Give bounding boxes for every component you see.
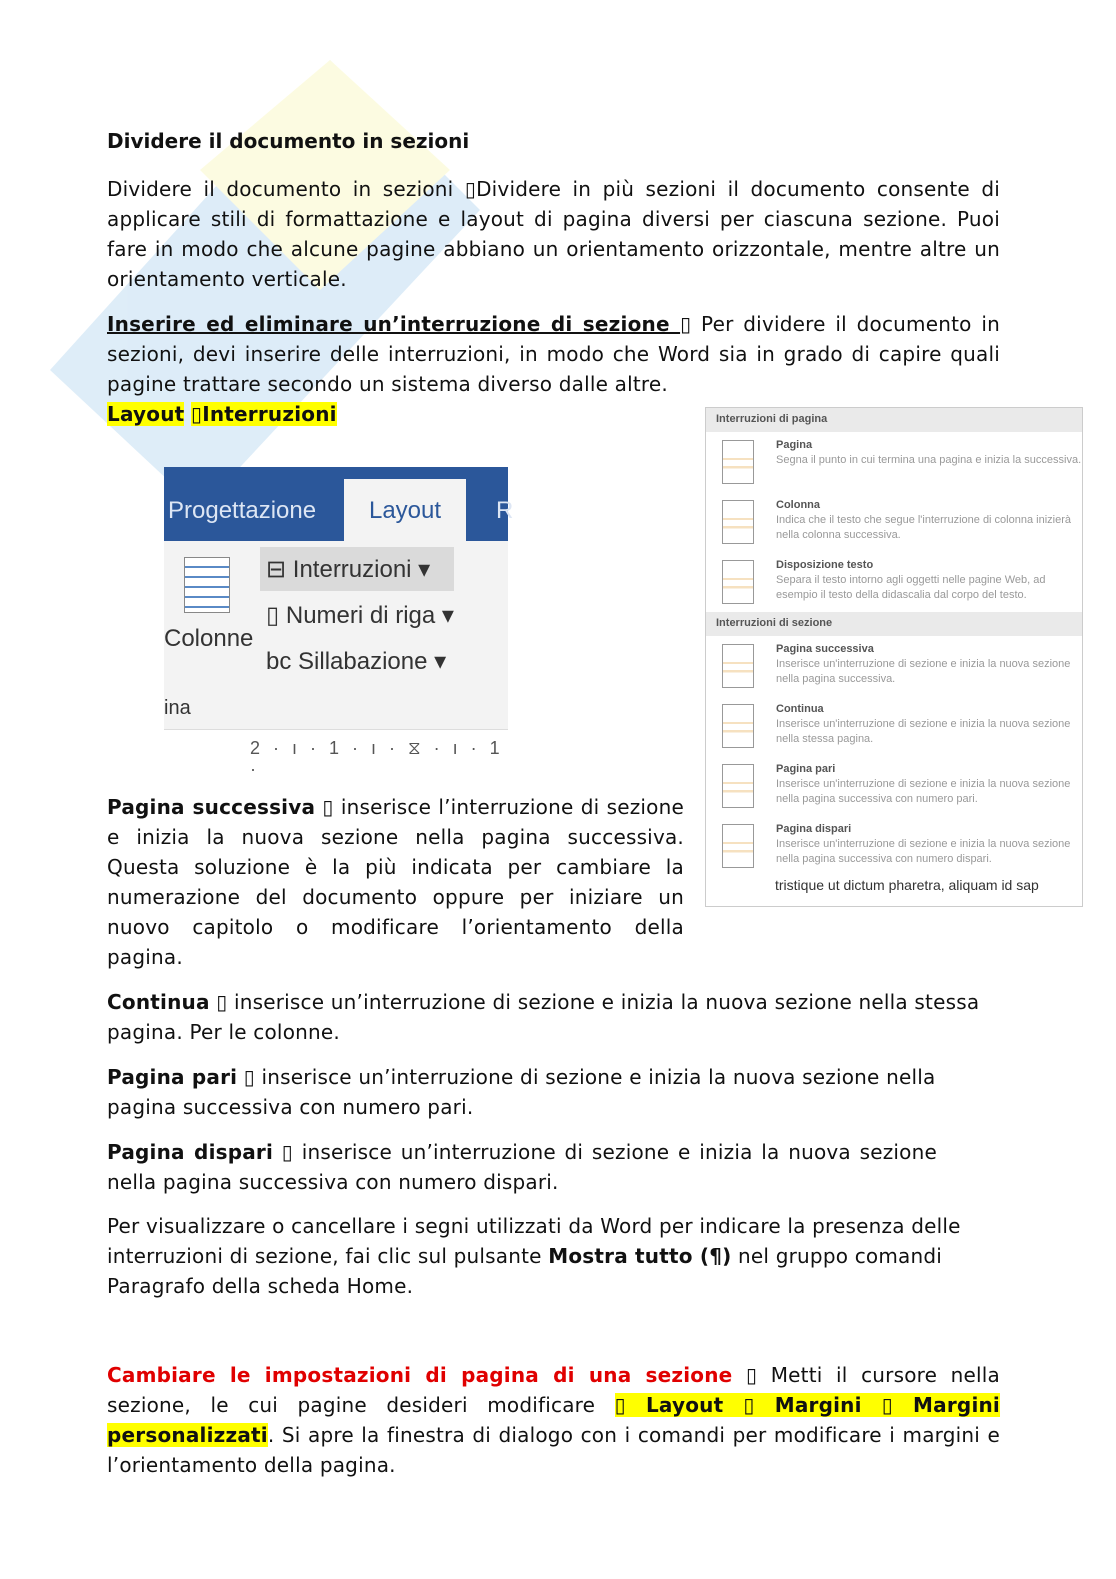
menu-section-section-breaks: Interruzioni di sezione	[706, 612, 1082, 636]
term: Pagina successiva	[107, 795, 316, 819]
menu-item	[706, 552, 1082, 612]
tab-r: R	[496, 497, 514, 524]
term: Pagina pari	[107, 1065, 238, 1089]
menu-item-desc: Inserisce un'interruzione di sezione e inizia la nuova sezione nella stessa pagina.	[776, 718, 1071, 745]
next-page-paragraph	[107, 792, 684, 972]
paragraph-text: Per dividere il documento in sezioni, devi inserire delle interruzioni, in modo che Word sia in grado di capire quali pagine trattare secondo un sistema diverso dalle altre.	[107, 312, 1000, 396]
menu-item-desc: Separa il testo intorno agli oggetti nelle pagine Web, ad esempio il testo della didascalia dal corpo del testo.	[776, 574, 1046, 601]
next-page-icon	[722, 644, 754, 688]
menu-item	[706, 756, 1082, 816]
menu-item-title: Continua	[776, 703, 824, 715]
menu-item-title: Pagina dispari	[776, 823, 852, 835]
continuous-icon	[722, 704, 754, 748]
column-break-icon	[722, 500, 754, 544]
term: Continua	[107, 990, 210, 1014]
text-wrap-icon	[722, 560, 754, 604]
menu-item	[706, 492, 1082, 552]
page-title: Dividere il documento in sezioni	[107, 129, 470, 153]
even-page-icon	[722, 764, 754, 808]
tab-progettazione: Progettazione	[168, 497, 317, 524]
missing-glyph: ▯	[315, 795, 341, 819]
tab-layout: Layout	[344, 479, 466, 545]
paragraph-text: Per visualizzare o cancellare i segni utilizzati da Word per indicare la presenza delle interruzioni di sezione, fai clic sul pulsante	[107, 1214, 961, 1268]
menu-item	[706, 432, 1082, 492]
term: Pagina dispari	[107, 1140, 274, 1164]
missing-glyph: ▯	[190, 402, 203, 426]
menu-item	[706, 816, 1082, 876]
page-break-icon	[722, 440, 754, 484]
odd-page-icon	[722, 824, 754, 868]
menu-item-desc: Indica che il testo che segue l'interruzione di colonna inizierà nella colonna successiva.	[776, 514, 1071, 541]
menu-item-title: Disposizione testo	[776, 559, 874, 571]
missing-glyph: ▯	[680, 312, 692, 336]
path-layout: Layout	[107, 402, 185, 426]
columns-icon	[184, 557, 230, 613]
paragraph-text: nel gruppo comandi Paragrafo della scheda Home.	[107, 1244, 943, 1298]
breaks-button: ⊟ Interruzioni ▾	[266, 556, 431, 583]
menu-item	[706, 696, 1082, 756]
even-page-paragraph	[107, 1062, 967, 1122]
intro-paragraph: Dividere il documento in sezioni ▯Dividere in più sezioni il documento consente di applicare stili di formattazione e layout di pagina diversi per ciascuna sezione. Puoi fare in modo che alcune pagine abbiano un orientamento orizzontale, mentre altre un orientamento verticale.	[107, 177, 1000, 291]
menu-item-desc: Inserisce un'interruzione di sezione e inizia la nuova sezione nella pagina successiva.	[776, 658, 1071, 685]
paragraph-text: . Si apre la finestra di dialogo con i comandi per modificare i margini e l’orientamento della pagina.	[107, 1423, 1000, 1477]
path-interruzioni: Interruzioni	[202, 402, 337, 426]
show-all-label: Mostra tutto (¶)	[548, 1244, 732, 1268]
section-title: Inserire ed eliminare un’interruzione di sezione	[107, 312, 681, 336]
missing-glyph: ▯	[273, 1140, 302, 1164]
hyphenation-button: bc Sillabazione ▾	[266, 648, 447, 675]
missing-glyph: ▯	[209, 990, 234, 1014]
paragraph-text: inserisce un’interruzione di sezione e inizia la nuova sezione nella stessa pagina. Per le colonne.	[107, 990, 980, 1044]
menu-item-title: Pagina pari	[776, 763, 836, 775]
paragraph-text: inserisce l’interruzione di sezione e inizia la nuova sezione nella pagina successiva. Questa soluzione è la più indicata per cambiare la numerazione del documento oppure per iniziare un nuovo capitolo o modificare l’orientamento della pagina.	[107, 795, 684, 969]
show-all-paragraph	[107, 1211, 1000, 1301]
breaks-label: Interruzioni	[292, 556, 412, 583]
section-title: Cambiare le impostazioni di pagina di una sezione	[107, 1363, 733, 1387]
paragraph-text: inserisce un’interruzione di sezione e inizia la nuova sezione nella pagina successiva con numero pari.	[107, 1065, 936, 1119]
menu-item-desc: Segna il punto in cui termina una pagina e inizia la successiva.	[776, 454, 1082, 466]
continuous-paragraph	[107, 987, 1000, 1047]
menu-item-title: Colonna	[776, 499, 820, 511]
background-text: tristique ut dictum pharetra, aliquam id sap	[775, 877, 1039, 893]
menu-item-title: Pagina successiva	[776, 643, 874, 655]
ruler: 2 · ı · 1 · ı · ⧖ · ı · 1 ·	[164, 729, 508, 767]
menu-item	[706, 636, 1082, 696]
line-numbers-label: Numeri di riga	[285, 602, 436, 629]
page-settings-paragraph	[107, 1360, 1000, 1480]
hyphenation-label: Sillabazione	[298, 648, 428, 675]
ribbon-screenshot	[164, 467, 514, 779]
menu-item-desc: Inserisce un'interruzione di sezione e inizia la nuova sezione nella pagina successiva con numero pari.	[776, 778, 1071, 805]
odd-page-paragraph	[107, 1137, 937, 1197]
menu-item-title: Pagina	[776, 439, 813, 451]
paragraph-text: inserisce un’interruzione di sezione e inizia la nuova sezione nella pagina successiva con numero dispari.	[107, 1140, 937, 1194]
menu-item-desc: Inserisce un'interruzione di sezione e inizia la nuova sezione nella pagina successiva con numero dispari.	[776, 838, 1071, 865]
menu-path: ▯ Layout ▯ Margini ▯ Margini personalizzati	[107, 1393, 1000, 1447]
breaks-dropdown-screenshot	[705, 407, 1083, 907]
columns-button: Colonne	[164, 625, 254, 652]
group-label: ina	[164, 697, 191, 719]
menu-section-page-breaks: Interruzioni di pagina	[706, 408, 1082, 432]
line-numbers-button: ▯ Numeri di riga ▾	[266, 602, 454, 629]
missing-glyph: ▯	[237, 1065, 262, 1089]
paragraph-text: ▯ Metti il cursore nella sezione, le cui pagine desideri modificare	[107, 1363, 1000, 1417]
